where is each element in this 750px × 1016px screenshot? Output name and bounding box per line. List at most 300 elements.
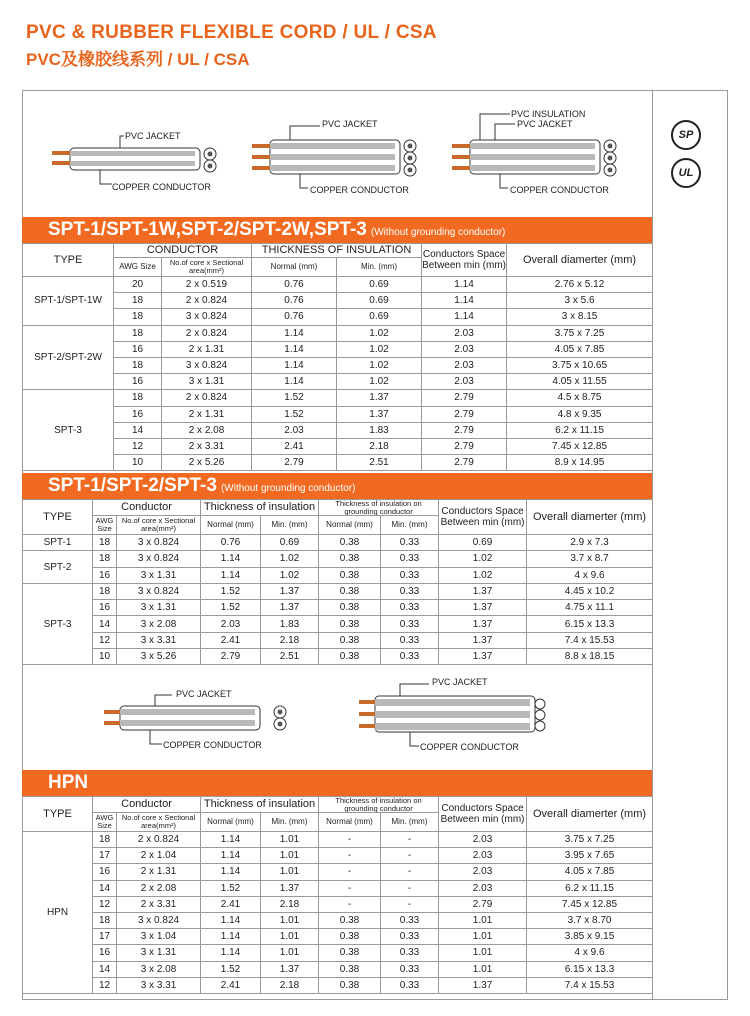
- g_normal-cell: 0.38: [319, 961, 381, 977]
- section3-title-band: [22, 770, 652, 796]
- table-row: [23, 600, 653, 616]
- area-cell: 3 x 1.04: [117, 929, 201, 945]
- min-cell: 1.02: [337, 325, 422, 341]
- normal-cell: 1.14: [252, 374, 337, 390]
- header-normal: Normal (mm): [201, 813, 261, 832]
- label-pvc-insulation: PVC INSULATION: [511, 109, 586, 119]
- g_min-cell: 0.33: [381, 535, 439, 551]
- type-cell: HPN: [23, 832, 93, 994]
- space-cell: 1.01: [439, 912, 527, 928]
- area-cell: 3 x 3.31: [117, 977, 201, 993]
- space-cell: 1.02: [439, 551, 527, 567]
- g_min-cell: 0.33: [381, 551, 439, 567]
- header-min: Min. (mm): [261, 516, 319, 535]
- normal-cell: 1.14: [201, 864, 261, 880]
- overall-cell: 3 x 5.6: [507, 293, 653, 309]
- g_normal-cell: 0.38: [319, 616, 381, 632]
- header-awg: AWG Size: [93, 813, 117, 832]
- min-cell: 2.51: [337, 455, 422, 471]
- min-cell: 1.01: [261, 945, 319, 961]
- space-cell: 1.01: [439, 929, 527, 945]
- min-cell: 2.18: [261, 977, 319, 993]
- normal-cell: 2.03: [252, 422, 337, 438]
- normal-cell: 1.52: [252, 406, 337, 422]
- area-cell: 2 x 0.824: [162, 293, 252, 309]
- g_min-cell: 0.33: [381, 567, 439, 583]
- space-cell: 2.79: [422, 390, 507, 406]
- g_normal-cell: 0.38: [319, 551, 381, 567]
- table-row: [23, 929, 653, 945]
- space-cell: 2.03: [439, 848, 527, 864]
- header-thickness: Thickness of insulation: [201, 500, 319, 516]
- space-cell: 2.79: [422, 406, 507, 422]
- min-cell: 1.01: [261, 848, 319, 864]
- overall-cell: 4 x 9.6: [527, 945, 653, 961]
- g_min-cell: 0.33: [381, 945, 439, 961]
- g_min-cell: -: [381, 864, 439, 880]
- min-cell: 1.37: [337, 406, 422, 422]
- min-cell: 1.01: [261, 929, 319, 945]
- section2-title: SPT-1/SPT-2/SPT-3: [48, 475, 217, 496]
- section1-subtitle: (Without grounding conductor): [370, 227, 506, 238]
- normal-cell: 2.79: [252, 455, 337, 471]
- header-overall: Overall diamerter (mm): [507, 244, 653, 277]
- section2-subtitle: (Without grounding conductor): [220, 483, 356, 494]
- header-conductor: CONDUCTOR: [114, 244, 252, 258]
- normal-cell: 2.41: [201, 632, 261, 648]
- min-cell: 2.18: [337, 438, 422, 454]
- area-cell: 2 x 1.31: [117, 864, 201, 880]
- normal-cell: 0.76: [252, 293, 337, 309]
- awg-cell: 14: [93, 880, 117, 896]
- header-type: TYPE: [23, 244, 114, 277]
- header-space: Conductors Space Between min (mm): [422, 244, 507, 277]
- overall-cell: 3.7 x 8.70: [527, 912, 653, 928]
- label-copper-conductor: COPPER CONDUCTOR: [510, 185, 609, 195]
- space-cell: 2.03: [439, 880, 527, 896]
- space-cell: 1.01: [439, 961, 527, 977]
- space-cell: 1.14: [422, 277, 507, 293]
- awg-cell: 16: [93, 600, 117, 616]
- min-cell: 1.01: [261, 832, 319, 848]
- normal-cell: 1.52: [201, 961, 261, 977]
- overall-cell: 6.15 x 13.3: [527, 616, 653, 632]
- min-cell: 1.01: [261, 912, 319, 928]
- g_normal-cell: 0.38: [319, 977, 381, 993]
- awg-cell: 18: [93, 832, 117, 848]
- section2-table: [22, 499, 653, 665]
- space-cell: 1.01: [439, 945, 527, 961]
- header-normal: Normal (mm): [201, 516, 261, 535]
- overall-cell: 7.45 x 12.85: [507, 438, 653, 454]
- normal-cell: 1.14: [201, 945, 261, 961]
- min-cell: 1.01: [261, 864, 319, 880]
- g_min-cell: 0.33: [381, 649, 439, 665]
- table-row: [23, 422, 653, 438]
- section1-title-band: [22, 217, 652, 243]
- overall-cell: 3.75 x 7.25: [527, 832, 653, 848]
- header-overall: Overall diamerter (mm): [527, 500, 653, 535]
- table-row: [23, 896, 653, 912]
- area-cell: 3 x 1.31: [117, 600, 201, 616]
- area-cell: 2 x 5.26: [162, 455, 252, 471]
- g_min-cell: -: [381, 832, 439, 848]
- header-type: TYPE: [23, 500, 93, 535]
- area-cell: 3 x 5.26: [117, 649, 201, 665]
- area-cell: 3 x 1.31: [117, 567, 201, 583]
- label-pvc-jacket: PVC JACKET: [322, 119, 378, 129]
- space-cell: 2.79: [439, 896, 527, 912]
- g_min-cell: 0.33: [381, 632, 439, 648]
- normal-cell: 0.76: [252, 309, 337, 325]
- space-cell: 2.79: [422, 422, 507, 438]
- min-cell: 1.02: [261, 567, 319, 583]
- space-cell: 1.37: [439, 600, 527, 616]
- space-cell: 2.03: [422, 374, 507, 390]
- awg-cell: 18: [114, 325, 162, 341]
- overall-cell: 3.7 x 8.7: [527, 551, 653, 567]
- space-cell: 1.14: [422, 309, 507, 325]
- g_normal-cell: 0.38: [319, 912, 381, 928]
- table-row: [23, 390, 653, 406]
- awg-cell: 18: [93, 551, 117, 567]
- table-row: [23, 977, 653, 993]
- awg-cell: 16: [93, 864, 117, 880]
- normal-cell: 1.14: [252, 357, 337, 373]
- section1-table: [22, 243, 653, 471]
- area-cell: 3 x 0.824: [117, 535, 201, 551]
- awg-cell: 14: [93, 616, 117, 632]
- overall-cell: 4.8 x 9.35: [507, 406, 653, 422]
- normal-cell: 1.14: [201, 848, 261, 864]
- space-cell: 1.37: [439, 649, 527, 665]
- overall-cell: 6.15 x 13.3: [527, 961, 653, 977]
- area-cell: 2 x 0.824: [117, 832, 201, 848]
- g_normal-cell: 0.38: [319, 583, 381, 599]
- min-cell: 0.69: [337, 293, 422, 309]
- g_normal-cell: -: [319, 896, 381, 912]
- table-row: [23, 864, 653, 880]
- normal-cell: 1.14: [201, 912, 261, 928]
- g_min-cell: -: [381, 880, 439, 896]
- area-cell: 2 x 0.824: [162, 325, 252, 341]
- space-cell: 2.03: [439, 832, 527, 848]
- g_normal-cell: 0.38: [319, 535, 381, 551]
- label-copper-conductor: COPPER CONDUCTOR: [163, 740, 262, 750]
- normal-cell: 1.14: [252, 325, 337, 341]
- header-normal: Normal (mm): [252, 258, 337, 277]
- awg-cell: 18: [93, 535, 117, 551]
- normal-cell: 1.14: [201, 929, 261, 945]
- header-cores: No.of core x Sectional area(mm²): [117, 516, 201, 535]
- table-row: [23, 357, 653, 373]
- awg-cell: 17: [93, 929, 117, 945]
- min-cell: 1.37: [261, 961, 319, 977]
- area-cell: 3 x 1.31: [117, 945, 201, 961]
- space-cell: 2.79: [422, 438, 507, 454]
- header-overall: Overall diamerter (mm): [527, 797, 653, 832]
- header-ground-normal: Normal (mm): [319, 516, 381, 535]
- overall-cell: 7.4 x 15.53: [527, 977, 653, 993]
- table-row: [23, 535, 653, 551]
- space-cell: 1.14: [422, 293, 507, 309]
- normal-cell: 2.79: [201, 649, 261, 665]
- page-subtitle-cn: PVC及橡胶线系列 / UL / CSA: [26, 50, 250, 69]
- normal-cell: 1.14: [201, 567, 261, 583]
- overall-cell: 4.05 x 7.85: [527, 864, 653, 880]
- table-row: [23, 616, 653, 632]
- g_normal-cell: -: [319, 832, 381, 848]
- awg-cell: 18: [93, 583, 117, 599]
- area-cell: 3 x 1.31: [162, 374, 252, 390]
- normal-cell: 1.14: [201, 551, 261, 567]
- min-cell: 1.02: [337, 341, 422, 357]
- table-row: [23, 455, 653, 471]
- overall-cell: 6.2 x 11.15: [527, 880, 653, 896]
- type-cell: SPT-1: [23, 535, 93, 551]
- g_normal-cell: 0.38: [319, 649, 381, 665]
- awg-cell: 12: [114, 438, 162, 454]
- space-cell: 2.03: [422, 357, 507, 373]
- awg-cell: 18: [114, 390, 162, 406]
- table-row: [23, 438, 653, 454]
- overall-cell: 7.45 x 12.85: [527, 896, 653, 912]
- label-pvc-jacket: PVC JACKET: [517, 119, 573, 129]
- min-cell: 1.02: [261, 551, 319, 567]
- g_min-cell: 0.33: [381, 929, 439, 945]
- area-cell: 2 x 1.31: [162, 341, 252, 357]
- awg-cell: 18: [114, 293, 162, 309]
- g_normal-cell: 0.38: [319, 600, 381, 616]
- header-thickness-ground: Thickness of insulation on grounding conductor: [319, 797, 439, 813]
- awg-cell: 10: [93, 649, 117, 665]
- overall-cell: 4.45 x 10.2: [527, 583, 653, 599]
- table-row: [23, 848, 653, 864]
- table-row: [23, 567, 653, 583]
- section3-table: [22, 796, 653, 994]
- min-cell: 0.69: [337, 309, 422, 325]
- table-row: [23, 374, 653, 390]
- overall-cell: 3 x 8.15: [507, 309, 653, 325]
- normal-cell: 1.14: [252, 341, 337, 357]
- awg-cell: 16: [114, 341, 162, 357]
- space-cell: 2.03: [439, 864, 527, 880]
- table-row: [23, 649, 653, 665]
- table-row: [23, 880, 653, 896]
- normal-cell: 1.52: [201, 880, 261, 896]
- overall-cell: 4.5 x 8.75: [507, 390, 653, 406]
- normal-cell: 1.52: [252, 390, 337, 406]
- area-cell: 3 x 0.824: [162, 309, 252, 325]
- normal-cell: 2.41: [252, 438, 337, 454]
- space-cell: 1.37: [439, 616, 527, 632]
- min-cell: 1.37: [337, 390, 422, 406]
- table-row: [23, 293, 653, 309]
- area-cell: 2 x 3.31: [117, 896, 201, 912]
- overall-cell: 3.75 x 7.25: [507, 325, 653, 341]
- page-title: PVC & RUBBER FLEXIBLE CORD / UL / CSA: [26, 22, 437, 43]
- table-row: [23, 912, 653, 928]
- g_min-cell: 0.33: [381, 961, 439, 977]
- area-cell: 3 x 0.824: [162, 357, 252, 373]
- awg-cell: 17: [93, 848, 117, 864]
- space-cell: 1.02: [439, 567, 527, 583]
- awg-cell: 16: [93, 945, 117, 961]
- awg-cell: 12: [93, 977, 117, 993]
- type-cell: SPT-1/SPT-1W: [23, 277, 114, 326]
- overall-cell: 4 x 9.6: [527, 567, 653, 583]
- min-cell: 1.37: [261, 600, 319, 616]
- g_normal-cell: 0.38: [319, 567, 381, 583]
- area-cell: 3 x 3.31: [117, 632, 201, 648]
- header-min: Min. (mm): [337, 258, 422, 277]
- min-cell: 1.37: [261, 583, 319, 599]
- min-cell: 1.37: [261, 880, 319, 896]
- section2-title-band: [22, 473, 652, 499]
- area-cell: 2 x 0.824: [162, 390, 252, 406]
- header-cores: No.of core x Sectional area(mm²): [162, 258, 252, 277]
- g_min-cell: -: [381, 848, 439, 864]
- table-row: [23, 551, 653, 567]
- area-cell: 3 x 0.824: [117, 912, 201, 928]
- overall-cell: 2.9 x 7.3: [527, 535, 653, 551]
- label-pvc-jacket: PVC JACKET: [432, 677, 488, 687]
- overall-cell: 3.75 x 10.65: [507, 357, 653, 373]
- min-cell: 0.69: [337, 277, 422, 293]
- area-cell: 2 x 0.519: [162, 277, 252, 293]
- overall-cell: 4.05 x 11.55: [507, 374, 653, 390]
- table-row: [23, 309, 653, 325]
- awg-cell: 18: [114, 309, 162, 325]
- header-type: TYPE: [23, 797, 93, 832]
- space-cell: 2.03: [422, 341, 507, 357]
- section3-title: HPN: [48, 772, 89, 793]
- area-cell: 2 x 2.08: [117, 880, 201, 896]
- type-cell: SPT-2: [23, 551, 93, 584]
- header-awg: AWG Size: [114, 258, 162, 277]
- header-ground-normal: Normal (mm): [319, 813, 381, 832]
- area-cell: 2 x 3.31: [162, 438, 252, 454]
- header-min: Min. (mm): [261, 813, 319, 832]
- min-cell: 1.83: [261, 616, 319, 632]
- awg-cell: 14: [93, 961, 117, 977]
- awg-cell: 12: [93, 632, 117, 648]
- min-cell: 1.02: [337, 374, 422, 390]
- g_normal-cell: -: [319, 848, 381, 864]
- min-cell: 2.18: [261, 896, 319, 912]
- header-thickness: THICKNESS OF INSULATION: [252, 244, 422, 258]
- header-space: Conductors Space Between min (mm): [439, 797, 527, 832]
- g_normal-cell: 0.38: [319, 929, 381, 945]
- normal-cell: 1.14: [201, 832, 261, 848]
- g_min-cell: 0.33: [381, 977, 439, 993]
- space-cell: 2.79: [422, 455, 507, 471]
- g_normal-cell: -: [319, 880, 381, 896]
- awg-cell: 16: [114, 406, 162, 422]
- space-cell: 1.37: [439, 632, 527, 648]
- header-awg: AWG Size: [93, 516, 117, 535]
- min-cell: 0.69: [261, 535, 319, 551]
- g_min-cell: 0.33: [381, 912, 439, 928]
- type-cell: SPT-3: [23, 583, 93, 664]
- table-row: [23, 945, 653, 961]
- header-cores: No.of core x Sectional area(mm²): [117, 813, 201, 832]
- min-cell: 1.83: [337, 422, 422, 438]
- awg-cell: 16: [114, 374, 162, 390]
- awg-cell: 20: [114, 277, 162, 293]
- awg-cell: 16: [93, 567, 117, 583]
- area-cell: 2 x 2.08: [162, 422, 252, 438]
- area-cell: 2 x 1.04: [117, 848, 201, 864]
- section1-title: SPT-1/SPT-1W,SPT-2/SPT-2W,SPT-3: [48, 219, 367, 240]
- overall-cell: 3.85 x 9.15: [527, 929, 653, 945]
- header-ground-min: Min. (mm): [381, 813, 439, 832]
- min-cell: 2.51: [261, 649, 319, 665]
- overall-cell: 4.75 x 11.1: [527, 600, 653, 616]
- min-cell: 2.18: [261, 632, 319, 648]
- g_min-cell: -: [381, 896, 439, 912]
- table-row: [23, 632, 653, 648]
- table-row: [23, 583, 653, 599]
- g_normal-cell: -: [319, 864, 381, 880]
- table-row: [23, 961, 653, 977]
- normal-cell: 0.76: [201, 535, 261, 551]
- header-conductor: Conductor: [93, 797, 201, 813]
- g_min-cell: 0.33: [381, 583, 439, 599]
- overall-cell: 2.76 x 5.12: [507, 277, 653, 293]
- ul-certification-icon: UL: [671, 158, 701, 188]
- awg-cell: 18: [93, 912, 117, 928]
- g_min-cell: 0.33: [381, 600, 439, 616]
- overall-cell: 3.95 x 7.65: [527, 848, 653, 864]
- overall-cell: 6.2 x 11.15: [507, 422, 653, 438]
- normal-cell: 0.76: [252, 277, 337, 293]
- csa-certification-icon: SP: [671, 120, 701, 150]
- g_min-cell: 0.33: [381, 616, 439, 632]
- min-cell: 1.02: [337, 357, 422, 373]
- awg-cell: 12: [93, 896, 117, 912]
- overall-cell: 8.8 x 18.15: [527, 649, 653, 665]
- space-cell: 1.37: [439, 583, 527, 599]
- overall-cell: 7.4 x 15.53: [527, 632, 653, 648]
- label-copper-conductor: COPPER CONDUCTOR: [310, 185, 409, 195]
- label-copper-conductor: COPPER CONDUCTOR: [420, 742, 519, 752]
- table-row: [23, 325, 653, 341]
- header-thickness: Thickness of insulation: [201, 797, 319, 813]
- table-row: [23, 341, 653, 357]
- table-row: [23, 406, 653, 422]
- awg-cell: 10: [114, 455, 162, 471]
- table-row: [23, 832, 653, 848]
- normal-cell: 2.41: [201, 896, 261, 912]
- area-cell: 2 x 1.31: [162, 406, 252, 422]
- area-cell: 3 x 0.824: [117, 583, 201, 599]
- area-cell: 3 x 0.824: [117, 551, 201, 567]
- g_normal-cell: 0.38: [319, 632, 381, 648]
- header-ground-min: Min. (mm): [381, 516, 439, 535]
- area-cell: 3 x 2.08: [117, 616, 201, 632]
- space-cell: 1.37: [439, 977, 527, 993]
- label-copper-conductor: COPPER CONDUCTOR: [112, 182, 211, 192]
- overall-cell: 8.9 x 14.95: [507, 455, 653, 471]
- area-cell: 3 x 2.08: [117, 961, 201, 977]
- space-cell: 0.69: [439, 535, 527, 551]
- label-pvc-jacket: PVC JACKET: [176, 689, 232, 699]
- normal-cell: 2.41: [201, 977, 261, 993]
- overall-cell: 4.05 x 7.85: [507, 341, 653, 357]
- normal-cell: 2.03: [201, 616, 261, 632]
- normal-cell: 1.52: [201, 583, 261, 599]
